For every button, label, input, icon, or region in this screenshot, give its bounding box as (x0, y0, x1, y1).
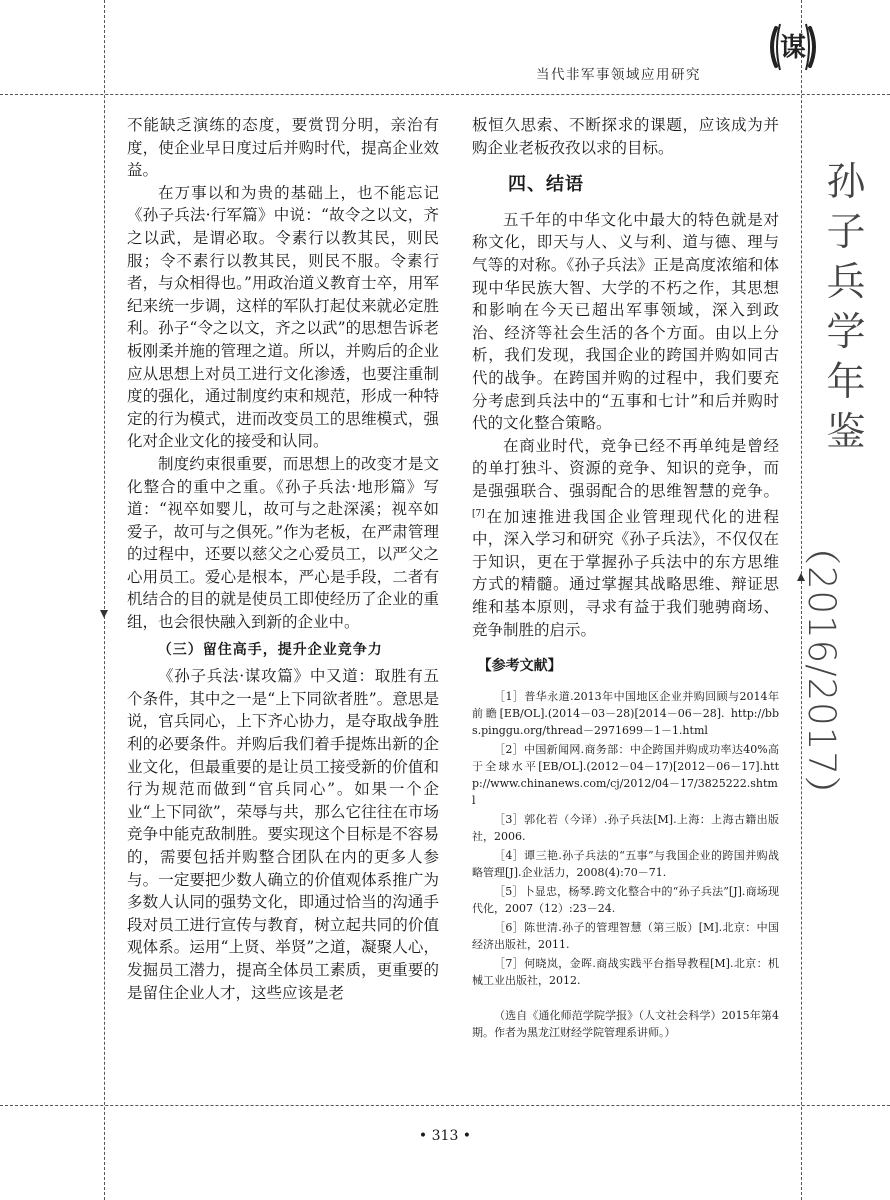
running-header: 当代非军事领域应用研究 (536, 67, 701, 83)
left-column (127, 114, 439, 1004)
right-column (472, 114, 779, 1041)
title-char: 孙 (826, 160, 866, 205)
reference-item: ［3］郭化若（今译）.孙子兵法[M].上海：上海古籍出版社，2006. (472, 812, 779, 843)
body-paragraph (472, 435, 779, 642)
body-paragraph: 五千年的中华文化中最大的特色就是对称文化，即天与人、义与利、道与德、理与气等的对称。《孙子兵法》正是高度浓缩和体现中华民族大智、大学的不朽之作，其思想和影响在今天已超出军事领域，深入到政治、经济等社会生活的各个方面。由以上分析，我们发现，我国企业的跨国并购如同古代的战争。在跨国并购的过程中，我们要充分考虑到兵法中的“五事和七计”和后并购时代的文化整合策略。 (472, 210, 779, 433)
title-char: 子 (826, 210, 866, 255)
yearbook-year: （2016/2017） (800, 528, 843, 814)
references-heading: 【参考文献】 (477, 658, 562, 675)
title-char: 鉴 (826, 410, 866, 455)
body-paragraph: 《孙子兵法·谋攻篇》中又道：取胜有五个条件，其中之一是“上下同欲者胜”。意思是说，官兵同心，上下齐心协力，是夺取战争胜利的必要条件。并购后我们着手提炼出新的企业文化，但最重要的是让员工接受新的价值和行为规范而做到“官兵同心”。如果一个企业“上下同欲”，荣辱与共，那么它往往在市场竞争中能克敌制胜。要实现这个目标是不容易的，需要包括并购整合团队在内的更多人参与。一定要把少数人确立的价值观体系推广为多数人认同的强势文化，即通过恰当的沟通手段对员工进行宣传与教育，树立起共同的价值观体系。运用“上贤、举贤”之道，凝聚人心，发掘员工潜力，提高全体员工素质，更重要的是留住企业人才，这些应该是老 (127, 667, 439, 1002)
bottom-dashed-rule (0, 1105, 890, 1106)
reference-item: ［7］何晓岚，金晖.商战实践平台指导教程[M].北京：机械工业出版社，2012. (472, 956, 779, 987)
references-list (472, 688, 779, 989)
yearbook-title (818, 158, 874, 458)
reference-item: ［2］中国新闻网.商务部：中企跨国并购成功率达40%高于全球水平[EB/OL].(2012－04－17)[2012－06－17].http://www.chinanews.com/cj/2012/04－17/3825222.shtml (472, 742, 779, 807)
top-dashed-rule (0, 94, 890, 95)
svg-text:谋: 谋 (779, 33, 807, 63)
source-note: （选自《通化师范学院学报》（人文社会科学）2015年第4期。作者为黑龙江财经学院管理系讲师。） (472, 1008, 779, 1039)
left-marker-triangle (100, 610, 108, 618)
paragraph-text: 在加速推进我国企业管理现代化的进程中，深入学习和研究《孙子兵法》，不仅仅在于知识，更在于掌握孙子兵法中的东方思维方式的精髓。通过掌握其战略思维、辩证思维和基本原则，寻求有益于我们驰骋商场、竞争制胜的启示。 (472, 507, 779, 639)
paragraph-text: 在商业时代，竞争已经不再单纯是曾经的单打独斗、资源的竞争、知识的竞争，而是强强联合、强弱配合的思维智慧的竞争。 (472, 436, 779, 500)
citation-marker: [7] (472, 508, 485, 519)
title-char: 兵 (826, 260, 866, 305)
title-char: 年 (826, 360, 866, 405)
section-heading: 四、结语 (508, 174, 584, 196)
page-number: • 313 • (418, 1128, 472, 1144)
reference-item: ［5］卜显忠，杨琴.跨文化整合中的“孙子兵法”[J].商场现代化，2007（12）:23－24. (472, 884, 779, 915)
reference-item: ［1］普华永道.2013年中国地区企业并购回顾与2014年前瞻[EB/OL].(2014－03－28)[2014－06－28]. http://bbs.pinggu.org/thread－2971699－1－1.html (472, 689, 779, 737)
subsection-heading: （三）留住高手，提升企业竞争力 (157, 641, 383, 658)
title-char: 学 (826, 310, 866, 355)
reference-item: ［4］谭三艳.孙子兵法的“五事”与我国企业的跨国并购战略管理[J].企业活力，2008(4):70－71. (472, 848, 779, 879)
reference-item: ［6］陈世清.孙子的管理智慧（第三版）[M].北京：中国经济出版社，2011. (472, 920, 779, 951)
body-paragraph: 制度约束很重要，而思想上的改变才是文化整合的重中之重。《孙子兵法·地形篇》写道：“视卒如婴儿，故可与之赴深溪；视卒如爱子，故可与之俱死。”作为老板，在严肃管理的过程中，还要以慈父之心爱员工，以严父之心用员工。爱心是根本，严心是手段，二者有机结合的目的就是使员工即使经历了企业的重组，也会很快融入到新的企业中。 (127, 454, 439, 632)
body-paragraph: 不能缺乏演练的态度，要赏罚分明，亲治有度，使企业早日度过后并购时代，提高企业效益。 (127, 116, 439, 180)
yearbook-logo (764, 18, 822, 76)
left-dashed-rule (104, 0, 105, 1200)
body-paragraph: 在万事以和为贵的基础上，也不能忘记《孙子兵法·行军篇》中说：“故令之以文，齐之以武，是谓必取。令素行以教其民，则民服；令不素行以教其民，则民不服。令素行者，与众相得也。”用政治道义教育士卒，用军纪来统一步调，这样的军队打起仗来就必定胜利。孙子“令之以文，齐之以武”的思想告诉老板刚柔并施的管理之道。所以，并购后的企业应从思想上对员工进行文化渗透，也要注重制度的强化，通过制度约束和规范，形成一种特定的行为模式，进而改变员工的思维模式，强化对企业文化的接受和认同。 (127, 183, 439, 451)
body-paragraph: 板恒久思索、不断探求的课题，应该成为并购企业老板孜孜以求的目标。 (472, 116, 779, 157)
